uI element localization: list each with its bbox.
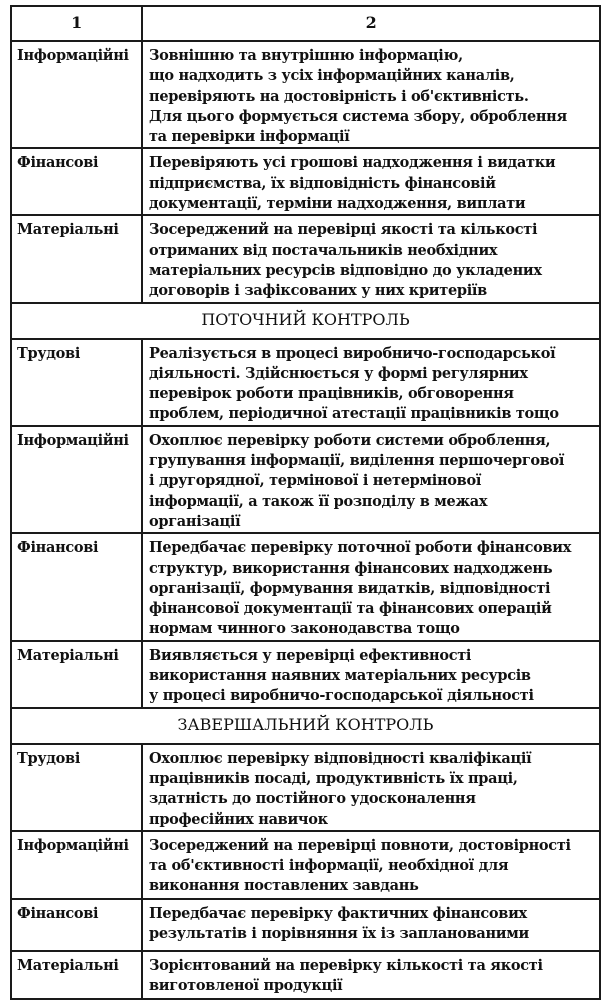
row-description: Охоплює перевірку роботи системи оброблення, групування інформації, виділення першочергової і другорядної, термінової і нетермінової інформації, а також її розподілу в межах організації [142, 426, 600, 533]
section-title: ПОТОЧНИЙ КОНТРОЛЬ [11, 303, 600, 339]
row-description: Охоплює перевірку відповідності кваліфікації працівників посаді, продуктивність їх праці, здатність до постійного удосконалення професійних навичок [142, 744, 600, 831]
row-description: Передбачає перевірку фактичних фінансових результатів і порівняння їх із запланованими [142, 899, 600, 951]
row-description: Зовнішню та внутрішню інформацію, що надходить з усіх інформаційних каналів, перевіряють на достовірність і об'єктивність. Для цього формується система збору, оброблення та перевірки інформації [142, 41, 600, 148]
table-row [11, 951, 600, 999]
table-row [11, 148, 600, 215]
column-1-header: 1 [11, 6, 142, 41]
row-description: Зосереджений на перевірці якості та кількості отриманих від постачальників необхідних матеріальних ресурсів відповідно до укладених договорів і зафіксованих у них критеріїв [142, 215, 600, 302]
column-2-header: 2 [142, 6, 600, 41]
table-row [11, 426, 600, 533]
table-row [11, 41, 600, 148]
row-description: Зорієнтований на перевірку кількості та якості виготовленої продукції [142, 951, 600, 999]
row-type: Матеріальні [11, 215, 142, 302]
row-type: Інформаційні [11, 41, 142, 148]
table-row [11, 899, 600, 951]
row-type: Фінансові [11, 533, 142, 640]
row-description: Виявляється у перевірці ефективності використання наявних матеріальних ресурсів у процесі виробничо-господарської діяльності [142, 641, 600, 708]
control-types-table [10, 5, 601, 1000]
row-type: Трудові [11, 744, 142, 831]
row-type: Інформаційні [11, 426, 142, 533]
section-title: ЗАВЕРШАЛЬНИЙ КОНТРОЛЬ [11, 708, 600, 744]
row-type: Інформаційні [11, 831, 142, 899]
row-type: Трудові [11, 339, 142, 426]
row-type: Матеріальні [11, 951, 142, 999]
table-row [11, 339, 600, 426]
table-row [11, 831, 600, 899]
table-row [11, 533, 600, 640]
header-row [11, 6, 600, 41]
row-type: Матеріальні [11, 641, 142, 708]
row-type: Фінансові [11, 899, 142, 951]
section-header-current-control [11, 303, 600, 339]
row-description: Передбачає перевірку поточної роботи фінансових структур, використання фінансових надходжень організації, формування видатків, відповідності фінансової документації та фінансових операцій нормам чинного законодавства тощо [142, 533, 600, 640]
table-row [11, 744, 600, 831]
row-type: Фінансові [11, 148, 142, 215]
row-description: Зосереджений на перевірці повноти, достовірності та об'єктивності інформації, необхідної для виконання поставлених завдань [142, 831, 600, 899]
table-row [11, 641, 600, 708]
row-description: Перевіряють усі грошові надходження і видатки підприємства, їх відповідність фінансовій документації, терміни надходження, виплати [142, 148, 600, 215]
row-description: Реалізується в процесі виробничо-господарської діяльності. Здійснюється у формі регулярних перевірок роботи працівників, обговорення проблем, періодичної атестації працівників тощо [142, 339, 600, 426]
section-header-final-control [11, 708, 600, 744]
table-row [11, 215, 600, 302]
